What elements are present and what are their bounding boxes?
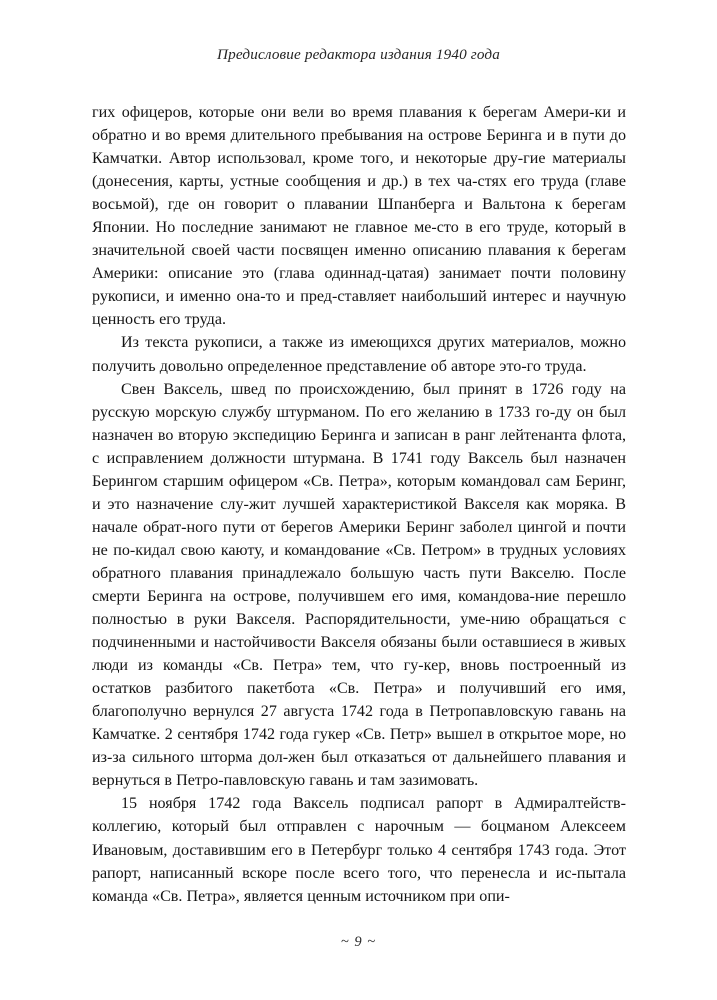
running-head: Предисловие редактора издания 1940 года (217, 46, 500, 63)
paragraph: 15 ноября 1742 года Ваксель подписал рапорт в Адмиралтейств-коллегию, который был отправлен с нарочным — боцманом Алексеем Ивановым, доставившим его в Петербург только 4 сентября 1743 года. Этот рапорт, написанный вскоре после всего того, что перенесла и ис-пытала команда «Св. Петра», является ценным источником при опи- (92, 795, 626, 905)
paragraph: Из текста рукописи, а также из имеющихся других материалов, можно получить довольно определенное представление об авторе это-го труда. (92, 334, 626, 375)
paragraph: Свен Ваксель, швед по происхождению, был принят в 1726 году на русскую морскую службу штурманом. По его желанию в 1733 го-ду он был назначен во вторую экспедицию Беринга и записан в ранг лейтенанта флота, с исправлением должности штурмана. В 1741 году Ваксель был назначен Берингом старшим офицером «Св. Петра», которым командовал сам Беринг, и это назначение слу-жит лучшей характеристикой Вакселя как моряка. В начале обрат-ного пути от берегов Америки Беринг заболел цингой и почти не по-кидал свою каюту, и командование «Св. Петром» в трудных условиях обратного плавания принадлежало большую часть пути Вакселю. После смерти Беринга на острове, получившем его имя, командова-ние перешло полностью в руки Вакселя. Распорядительности, уме-нию обращаться с подчиненными и настойчивости Вакселя обязаны были оставшиеся в живых люди из команды «Св. Петра» тем, что гу-кер, вновь построенный из остатков разбитого пакетбота «Св. Петра» и получивший его имя, благополучно вернулся 27 августа 1742 года в Петропавловскую гавань на Камчатке. 2 сентября 1742 года гукер «Св. Петр» вышел в открытое море, но из-за сильного шторма дол-жен был отказаться от дальнейшего плавания и вернуться в Петро-павловскую гавань и там зазимовать. (92, 380, 626, 790)
paragraph: гих офицеров, которые они вели во время плавания к берегам Амери-ки и обратно и во время длительного пребывания на острове Беринга и в пути до Камчатки. Автор использовал, кроме того, и некоторые дру-гие материалы (донесения, карты, устные сообщения и др.) в тех ча-стях его труда (главе восьмой), где он говорит о плавании Шпанберга и Вальтона к берегам Японии. Но последние занимают не главное ме-сто в его труде, который в значительной своей части посвящен именно описанию плавания к берегам Америки: описание это (глава одиннад-цатая) занимает почти половину рукописи, и именно она-то и пред-ставляет наибольший интерес и научную ценность его труда. (92, 104, 626, 329)
body-text-column (92, 101, 626, 908)
page-number: ~ 9 ~ (340, 934, 377, 950)
